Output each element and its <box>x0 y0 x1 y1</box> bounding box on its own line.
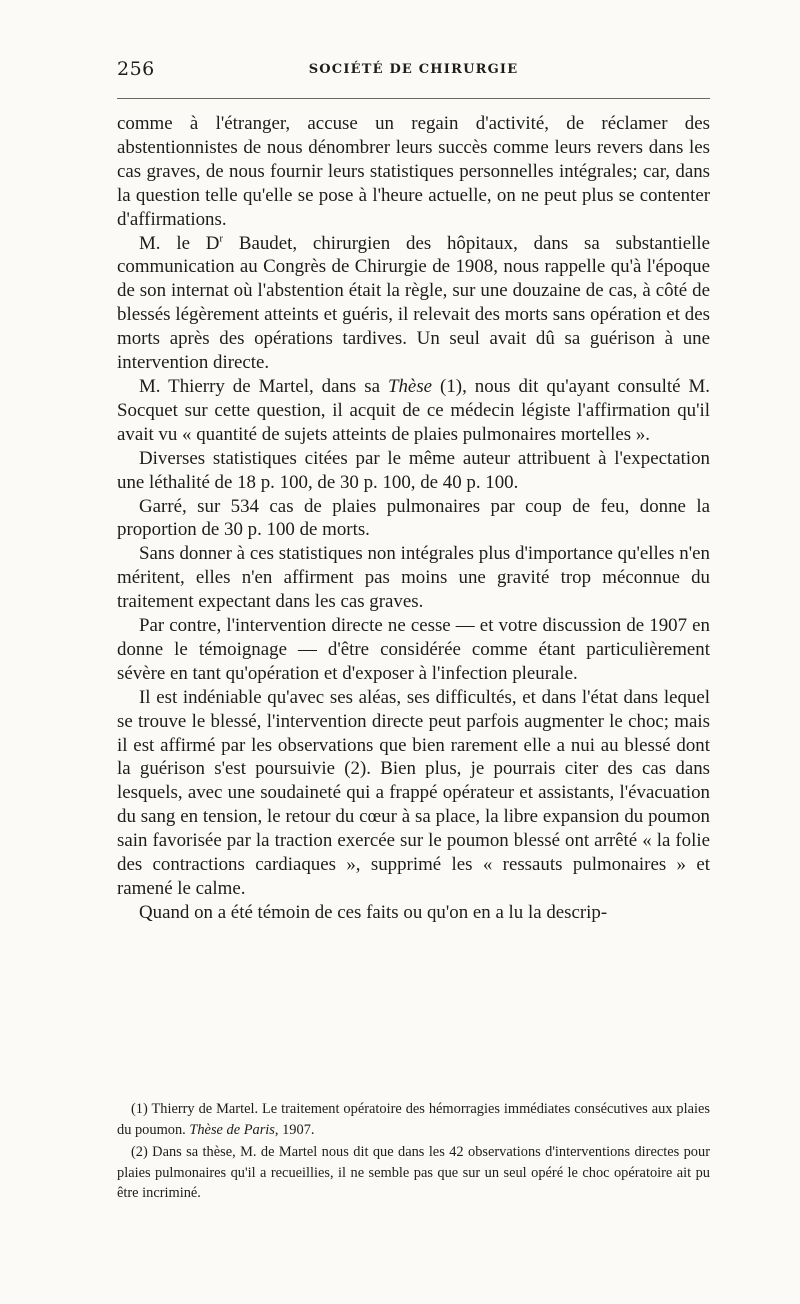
paragraph: Il est indéniable qu'avec ses aléas, ses difficultés, et dans l'état dans lequel se trouve le blessé, l'intervention directe peut parfois augmenter le choc; mais il est affirmé par les observations que bien rarement elle a nui au blessé dont la guérison s'est poursuivie (2). Bien plus, je pourrais citer des cas dans lesquels, avec une soudaineté qui a frappé opérateur et assistants, l'évacuation du sang en tension, le retour du cœur à sa place, la libre expansion du poumon sain favorisée par la traction exercée sur le poumon blessé ont arrêté « la folie des contractions cardiaques », supprimé les « ressauts pulmonaires » et ramené le calme. <box>117 686 710 899</box>
paragraph <box>117 375 710 447</box>
paragraph-text: M. Thierry de Martel, dans sa <box>139 375 388 397</box>
paragraph: Diverses statistiques citées par le même auteur attribuent à l'expectation une léthalité de 18 p. 100, de 30 p. 100, de 40 p. 100. <box>117 447 710 493</box>
footnote <box>117 1099 710 1140</box>
paragraph: Quand on a été témoin de ces faits ou qu'on en a lu la descrip- <box>139 901 608 923</box>
paragraph: Sans donner à ces statistiques non intégrales plus d'importance qu'elles n'en méritent, elles n'en affirment pas moins une gravité trop méconnue du traitement expectant dans les cas graves. <box>117 543 710 613</box>
paragraph-text: (1), nous dit qu'ayant consulté M. Socquet sur cette question, il acquit de ce médecin légiste l'affirmation qu'il avait vu « quantité de sujets atteints de plaies pulmonaires mortelles ». <box>117 375 710 445</box>
paragraph: Garré, sur 534 cas de plaies pulmonaires par coup de feu, donne la proportion de 30 p. 100 de morts. <box>117 495 710 541</box>
footnote: (2) Dans sa thèse, M. de Martel nous dit que dans les 42 observations d'interventions directes pour plaies pulmonaires qu'il a recueillies, il ne semble pas que sur un seul opéré le choc opératoire ait pu être incriminé. <box>117 1144 710 1201</box>
running-head: SOCIÉTÉ DE CHIRURGIE <box>308 62 519 77</box>
header-rule <box>117 98 710 99</box>
paragraph <box>117 232 710 375</box>
paragraph: Par contre, l'intervention directe ne cesse — et votre discussion de 1907 en donne le témoignage — d'être considérée comme étant particulièrement sévère en tant qu'opération et d'exposer à l'infection pleurale. <box>117 615 710 684</box>
paragraph-text: Baudet, chirurgien des hôpitaux, dans sa substantielle communication au Congrès de Chirurgie de 1908, nous rappelle qu'à l'époque de son internat où l'abstention était la règle, sur une douzaine de cas, à côté de blessés légèrement atteints et guéris, il relevait des morts sans opération et des morts après des opérations tardives. Un seul avait dû sa guérison à une intervention directe. <box>117 232 710 374</box>
paragraph-text: M. le D <box>139 232 220 254</box>
superscript: r <box>219 232 224 245</box>
paragraph: comme à l'étranger, accuse un regain d'activité, de réclamer des abstentionnistes de nous dénombrer leurs succès comme leurs revers dans les cas graves, de nous fournir leurs statistiques personnelles intégrales; car, dans la question telle qu'elle se pose à l'heure actuelle, on ne peut plus se contenter d'affirmations. <box>117 113 710 230</box>
italic-text: Thèse de Paris <box>189 1121 275 1138</box>
italic-text: Thèse <box>387 375 433 397</box>
footnote-text: (1) Thierry de Martel. Le traitement opératoire des hémorragies immédiates consécutives aux plaies du poumon. <box>117 1101 710 1138</box>
body-text <box>117 112 710 925</box>
footnote-text: , 1907. <box>274 1121 315 1138</box>
page-header <box>117 58 710 84</box>
page-number: 256 <box>117 58 155 80</box>
footnotes <box>117 1099 710 1206</box>
